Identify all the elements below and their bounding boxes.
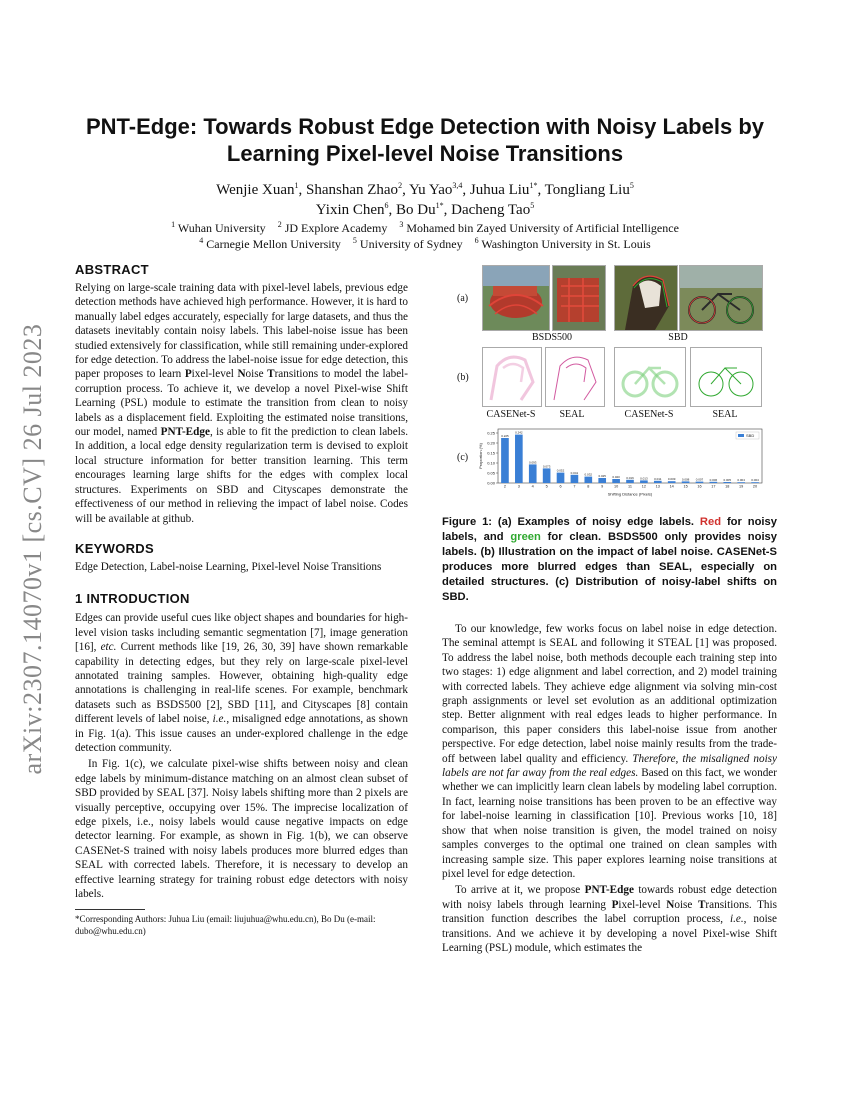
bar-16 — [696, 482, 704, 483]
x-tick-label: 5 — [545, 484, 548, 489]
introduction-text: Edges can provide useful cues like object shapes and boundaries for high-level vision tasks including semantic segmentation [7], image generation [16], etc. Current methods like [19, 26, 30, 39] have shown remarkable capability in detecting edges, but they rely on large-scale pixel-level annotated training samples. However, obtaining high-quality edge annotations is challenging in real-life scenes. For example, benchmark datasets such as BSDS500 [2], SBD [11], and Cityscapes [8] contain different levels of label noise, i.e., misaligned edge annotations, as shown in Fig. 1(a). This issue causes an under-explored challenge in the edge detection community. In Fig. 1(c), we calculate pixel-wise shifts between noisy and clean edge labels by minimum-distance matching on an almost clean subset of SBD provided by SEAL [37]. Noisy labels shifting more than 2 pixels are visually perceptive, occupying over 15%. The imprecise localization of edge pixels, i.e., noisy labels would cause negative impacts on edge detector learning. For example, as shown in Fig. 1(b), we can observe CASENet-S trained with noisy labels produces more blurred edges than SEAL with corrected labels. Therefore, it is necessary to develop an effective learning strategy for training robust edge detectors with noisy labels. — [75, 612, 408, 901]
x-tick-label: 3 — [517, 484, 520, 489]
x-tick-label: 10 — [613, 484, 619, 489]
edge-map-seal-1-image — [546, 348, 604, 406]
sublabel-seal-1: SEAL — [559, 409, 585, 420]
edge-map-casenet-1-image — [483, 348, 541, 406]
authors-line-1: Wenjie Xuan$^1$, Shanshan Zhao$^2$, Yu Yao$^{3,4}$, Juhua Liu$^{1*}$, Tongliang Liu$^5$ — [216, 181, 634, 198]
bar-17 — [710, 482, 718, 483]
bar-value-label: 0.032 — [584, 472, 593, 477]
x-tick-label: 18 — [725, 484, 730, 489]
caption-part-2: for noisy labels, and — [442, 516, 777, 543]
bar-12 — [640, 480, 648, 483]
y-tick-label: 0.15 — [487, 450, 495, 456]
edge-map-seal-1 — [545, 347, 605, 407]
caption-part-3: for clean. BSDS500 only provides noisy labels. (b) Illustration on the impact of label noise. CASENet-S produces more blurred edges than SEAL, especially on detailed structures. (c) Distribution of noisy-label shifts on SBD. — [442, 531, 778, 603]
bar-8 — [584, 477, 592, 483]
edge-map-casenet-1 — [482, 347, 542, 407]
bar-3 — [515, 435, 523, 483]
title-line-1: PNT-Edge: Towards Robust Edge Detection with Noisy Labels by — [85, 114, 764, 139]
x-tick-label: 20 — [752, 484, 758, 489]
keywords-heading: KEYWORDS — [75, 540, 154, 556]
x-tick-label: 13 — [655, 484, 660, 489]
x-tick-label: 16 — [697, 484, 702, 489]
legend-swatch — [738, 434, 744, 437]
bar-7 — [571, 475, 579, 483]
abstract-text: Relying on large-scale training data with pixel-level labels, previous edge detection methods have achieved high performance. However, it is hard to manually label edges accurately, especially for large datasets, and thus the datasets inevitably contain noisy labels. This label-noise issue has been studied extensively for classification, while still remaining under-explored for edge detection. To address the label-noise issue for edge detection, this paper proposes to learn Pixel-level Noise Transitions to model the label-corruption process. To achieve it, we develop a novel Pixel-wise Shift Learning (PSL) module to estimate the transition from clean to noisy labels as a displacement field. Exploiting the estimated noise transitions, our model, named PNT-Edge, is able to fit the prediction to clean labels. In addition, a local edge density regularization term is devised to exploit local structure information for better transition learning. This term encourages learning large shifts for the edges with complex local structures. Experiments on SBD and Cityscapes demonstrate the effectiveness of our method in relieving the impact of label noise. Codes will be available at github. — [75, 282, 408, 525]
author-list — [70, 180, 780, 220]
caption-green: green — [510, 531, 541, 543]
affiliations-line-2: $^4$ Carnegie Mellon University $^5$ University of Sydney $^6$ Washington University in St. Louis — [199, 236, 651, 251]
paper-title — [70, 113, 780, 167]
bar-15 — [682, 481, 690, 483]
x-tick-label: 12 — [641, 484, 647, 489]
bar-value-label: 0.013 — [640, 476, 648, 481]
y-tick-label: 0.00 — [487, 480, 495, 486]
figure-label-a: (a) — [457, 293, 469, 304]
bar-value-label: 0.011 — [654, 476, 662, 481]
legend-label: SBD — [746, 433, 755, 438]
bar-value-label: 0.242 — [515, 430, 523, 435]
sbd-photo-2 — [679, 265, 763, 331]
sublabel-casenet-s-1: CASENet-S — [486, 409, 536, 420]
bar-6 — [557, 473, 565, 483]
bar-value-label: 0.005 — [723, 478, 732, 482]
edge-map-casenet-2-image — [615, 348, 685, 406]
sublabel-seal-2: SEAL — [712, 409, 738, 420]
bar-value-label: 0.052 — [556, 468, 565, 473]
bsds-photo-1-image — [483, 266, 549, 330]
bar-value-label: 0.008 — [681, 477, 690, 482]
bsds-photo-2 — [552, 265, 606, 331]
arxiv-identifier: arXiv:2307.14070v1 [cs.CV] 26 Jul 2023 — [18, 323, 47, 775]
right-column-text: To our knowledge, few works focus on label noise in edge detection. The seminal attempt is SEAL and following it STEAL [1] was proposed. To address the label noise, both methods decouple each training step into two stages: 1) edge alignment and label correction, and 2) model training with corrected labels. They achieve edge alignment via solving min-cost graph assignments or level set evolution as an additional optimization step. Better alignment with real edges leads to higher performance. In comparison, this paper considers this label-noise issue from another perspective. For edge detection, label noise mainly results from the trade-off between label quality and efficiency. Therefore, the misaligned noisy labels are not far away from the real edges. Based on this fact, we wonder whether we can implicitly learn clean labels by modeling label corruption. In fact, learning noise transitions has been proven to be an effective way for label-noise learning in classification [10]. Previous works [10, 18] show that when noise transition is given, the model trained on noisy samples converges to the optimal one trained on clean samples with increasing sample size. This paper explores learning noise transitions at pixel level for edge detection. To arrive at it, we propose PNT-Edge towards robust edge detection with noisy labels through learning Pixel-level Noise Transitions. This transition function describes the label corruption process, i.e., noise transitions. And we achieve it by developing a novel Pixel-wise Shift Learning (PSL) module, which estimates the — [442, 623, 778, 954]
x-tick-label: 19 — [739, 484, 744, 489]
bar-9 — [598, 478, 606, 483]
y-tick-label: 0.20 — [487, 440, 495, 446]
bar-5 — [543, 468, 551, 483]
bar-value-label: 0.041 — [570, 470, 579, 475]
x-tick-label: 14 — [669, 484, 674, 489]
bar-value-label: 0.073 — [542, 464, 551, 469]
sublabel-bsds500: BSDS500 — [531, 332, 572, 343]
x-axis-label: Shifting Distance (Pixels) — [607, 491, 653, 497]
edge-map-casenet-2 — [614, 347, 686, 407]
y-axis-label: Proportion (%) — [478, 443, 483, 469]
sublabel-casenet-s-2: CASENet-S — [624, 409, 674, 420]
bar-20 — [751, 482, 759, 483]
sbd-photo-1 — [614, 265, 678, 331]
bar-4 — [529, 464, 537, 483]
x-tick-label: 8 — [587, 484, 590, 489]
figure-label-b: (b) — [457, 372, 469, 383]
bar-value-label: 0.016 — [626, 475, 634, 480]
figure-caption — [442, 515, 777, 605]
affiliations — [70, 220, 780, 252]
bar-2 — [501, 438, 509, 483]
x-tick-label: 6 — [559, 484, 562, 489]
bsds-photo-2-image — [553, 266, 605, 330]
x-tick-label: 11 — [628, 484, 632, 489]
bar-14 — [668, 481, 676, 483]
bar-value-label: 0.004 — [751, 478, 759, 483]
y-tick-label: 0.25 — [487, 430, 495, 436]
keywords-text: Edge Detection, Label-noise Learning, Pixel-level Noise Transitions — [75, 560, 382, 573]
abstract-heading: ABSTRACT — [75, 262, 149, 277]
bar-10 — [612, 479, 620, 483]
x-tick-label: 7 — [573, 484, 576, 489]
bar-13 — [654, 481, 662, 483]
x-tick-label: 15 — [683, 484, 688, 489]
affiliations-line-1: $^1$ Wuhan University $^2$ JD Explore Academy $^3$ Mohamed bin Zayed University of Artificial Intelligence — [171, 220, 679, 235]
bsds-photo-1 — [482, 265, 550, 331]
bar-value-label: 0.020 — [612, 475, 620, 479]
title-line-2: Learning Pixel-level Noise Transitions — [226, 141, 624, 166]
x-tick-label: 9 — [601, 484, 604, 489]
introduction-heading: 1 INTRODUCTION — [75, 591, 190, 607]
x-tick-label: 4 — [531, 484, 534, 489]
bar-value-label: 0.025 — [598, 474, 606, 478]
sbd-photo-1-image — [615, 266, 677, 330]
y-tick-label: 0.05 — [487, 470, 495, 476]
bar-value-label: 0.007 — [695, 477, 704, 482]
caption-part-1: Figure 1: (a) Examples of noisy edge labels. — [442, 516, 700, 528]
footnote-rule — [75, 909, 145, 910]
x-tick-label: 17 — [711, 484, 716, 489]
y-tick-label: 0.10 — [487, 460, 495, 466]
authors-line-2: Yixin Chen$^6$, Bo $Du^{1*}$, Dacheng Tao$^5$ — [315, 201, 535, 218]
bar-value-label: 0.004 — [737, 478, 745, 483]
bar-value-label: 0.006 — [709, 477, 718, 482]
bar-11 — [626, 480, 634, 483]
caption-red: Red — [699, 516, 722, 528]
bar-18 — [723, 482, 731, 483]
figure-label-c: (c) — [457, 452, 469, 463]
edge-map-seal-2-image — [691, 348, 761, 406]
bar-value-label: 0.225 — [501, 434, 509, 438]
x-tick-label: 2 — [503, 484, 507, 489]
bar-value-label: 0.009 — [667, 477, 676, 482]
shift-distribution-chart — [476, 425, 766, 497]
bar-19 — [737, 482, 745, 483]
edge-map-seal-2 — [690, 347, 762, 407]
left-column — [75, 262, 408, 937]
sublabel-sbd: SBD — [668, 332, 688, 343]
footnote: *Corresponding Authors: Juhua Liu (email: liujuhua@whu.edu.cn), Bo Du (e-mail: dubo@whu.edu.cn) — [75, 914, 376, 937]
sbd-photo-2-image — [680, 266, 762, 330]
bar-value-label: 0.093 — [528, 460, 537, 465]
